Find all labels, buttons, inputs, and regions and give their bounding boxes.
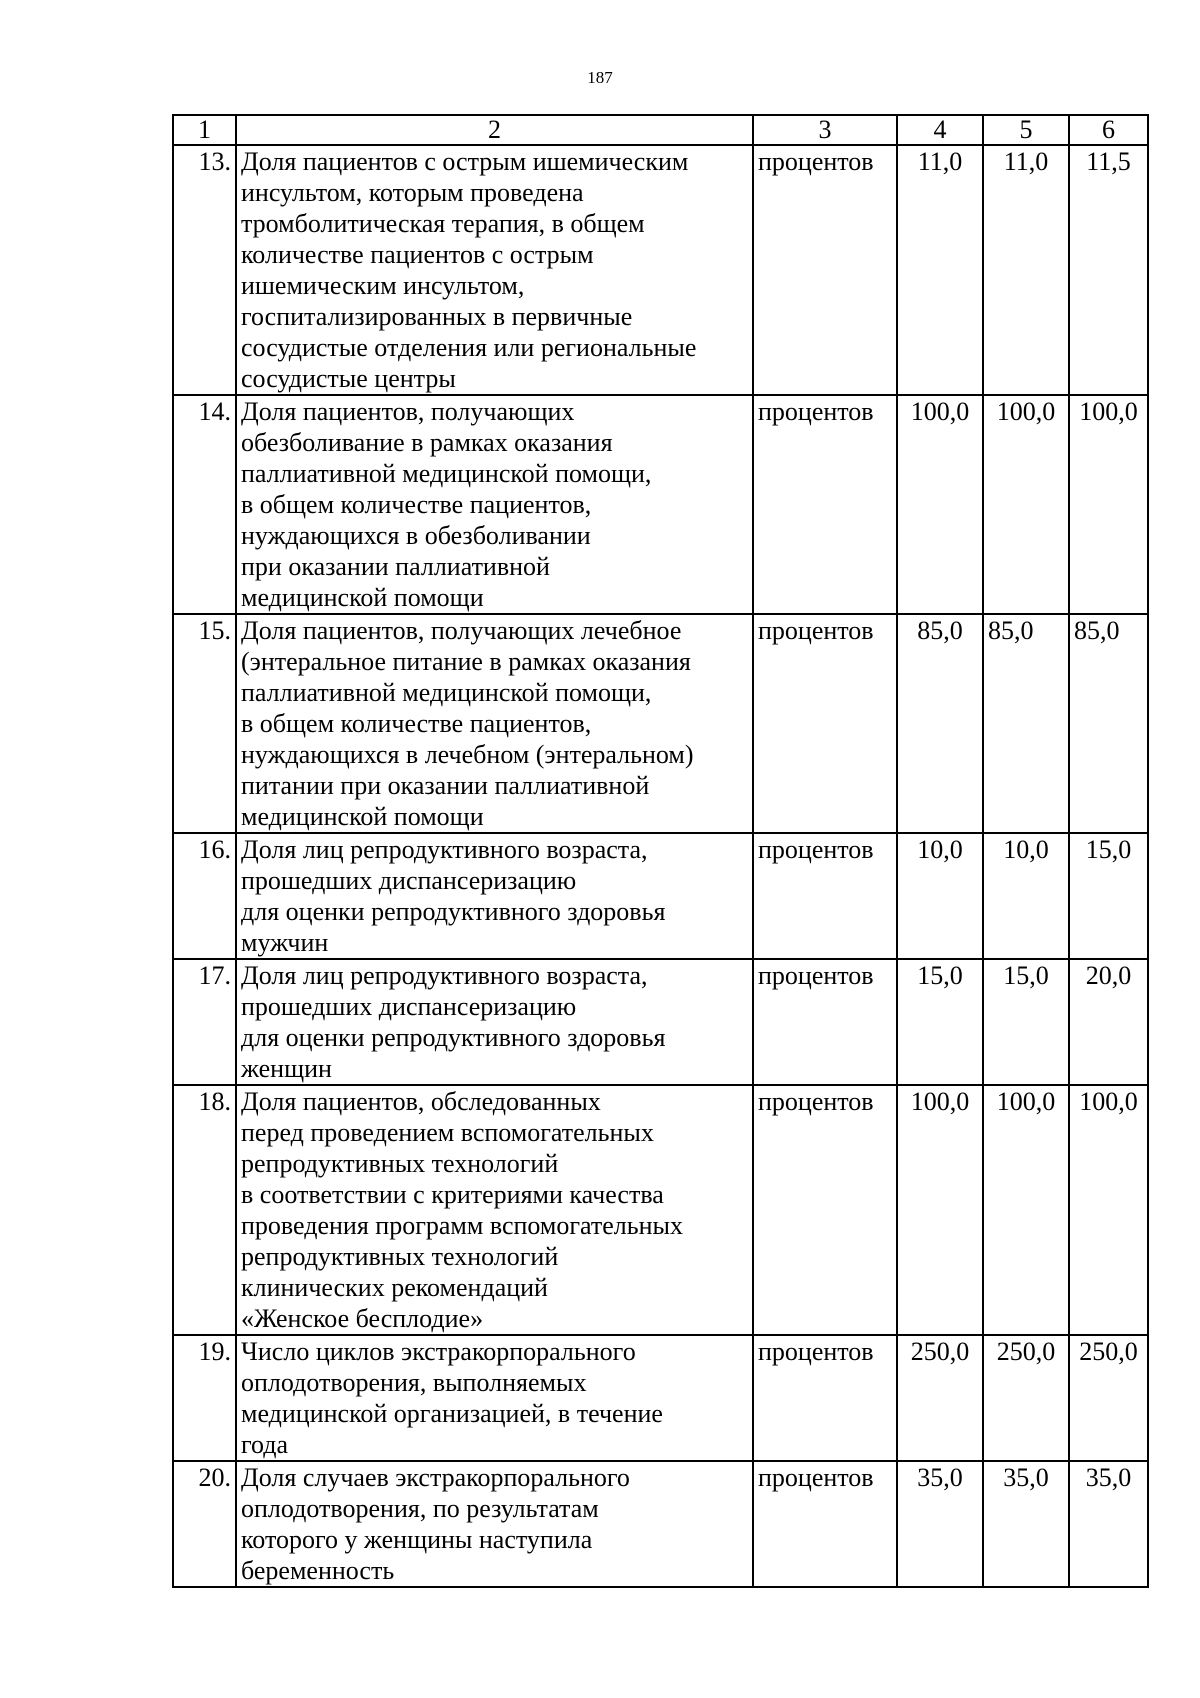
value-cell-4: 250,0 [897,1335,983,1461]
description-line: инсультом, которым проведена [241,178,584,207]
row-number: 17. [173,959,236,1085]
description-line: медицинской организацией, в течение [241,1399,663,1428]
description-line: женщин [241,1054,332,1083]
indicator-description [236,1085,753,1335]
description-line: Доля лиц репродуктивного возраста, [241,961,648,990]
description-line: «Женское бесплодие» [241,1304,484,1333]
indicator-description [236,145,753,395]
header-cell-6: 6 [1069,115,1148,145]
value-cell-4: 35,0 [897,1461,983,1587]
description-line: перед проведением вспомогательных [241,1118,654,1147]
value-cell-4: 100,0 [897,1085,983,1335]
indicator-description [236,614,753,833]
description-line: паллиативной медицинской помощи, [241,678,652,707]
description-line: паллиативной медицинской помощи, [241,459,652,488]
table-row [173,959,1148,1085]
value-cell-6: 15,0 [1069,833,1148,959]
value-cell-5: 11,0 [983,145,1069,395]
description-line: Доля пациентов, обследованных [241,1087,601,1116]
description-line: проведения программ вспомогательных [241,1211,683,1240]
header-cell-1: 1 [173,115,236,145]
value-cell-6: 20,0 [1069,959,1148,1085]
description-line: Доля пациентов, получающих лечебное [241,616,682,645]
value-cell-4: 15,0 [897,959,983,1085]
description-line: количестве пациентов с острым [241,240,594,269]
description-line: Доля лиц репродуктивного возраста, [241,835,648,864]
unit-cell: процентов [753,1335,897,1461]
indicator-description [236,959,753,1085]
description-line: которого у женщины наступила [241,1525,593,1554]
table-row [173,395,1148,614]
description-line: прошедших диспансеризацию [241,866,577,895]
page-number: 187 [587,68,613,87]
value-cell-6: 11,5 [1069,145,1148,395]
row-number: 14. [173,395,236,614]
indicator-description [236,1335,753,1461]
value-cell-5: 35,0 [983,1461,1069,1587]
description-line: Число циклов экстракорпорального [241,1337,636,1366]
description-line: сосудистые отделения или региональные [241,333,697,362]
description-line: обезболивание в рамках оказания [241,428,613,457]
table-row [173,1085,1148,1335]
indicator-description [236,833,753,959]
unit-cell: процентов [753,959,897,1085]
description-line: ишемическим инсультом, [241,271,525,300]
unit-cell: процентов [753,1461,897,1587]
indicator-description [236,395,753,614]
value-cell-5: 10,0 [983,833,1069,959]
value-cell-6: 100,0 [1069,395,1148,614]
value-cell-5: 250,0 [983,1335,1069,1461]
description-line: клинических рекомендаций [241,1273,548,1302]
row-number: 19. [173,1335,236,1461]
value-cell-5: 100,0 [983,395,1069,614]
description-line: в общем количестве пациентов, [241,490,592,519]
unit-cell: процентов [753,833,897,959]
description-line: репродуктивных технологий [241,1149,559,1178]
unit-cell: процентов [753,395,897,614]
description-line: мужчин [241,928,329,957]
description-line: в общем количестве пациентов, [241,709,592,738]
description-line: нуждающихся в обезболивании [241,521,591,550]
header-cell-5: 5 [983,115,1069,145]
description-line: года [241,1430,289,1459]
description-line: питании при оказании паллиативной [241,771,650,800]
unit-cell: процентов [753,1085,897,1335]
description-line: госпитализированных в первичные [241,302,633,331]
description-line: при оказании паллиативной [241,552,550,581]
table-row [173,1335,1148,1461]
row-number: 18. [173,1085,236,1335]
unit-cell: процентов [753,145,897,395]
unit-cell: процентов [753,614,897,833]
value-cell-6: 35,0 [1069,1461,1148,1587]
value-cell-6: 100,0 [1069,1085,1148,1335]
table-row [173,614,1148,833]
description-line: Доля случаев экстракорпорального [241,1463,630,1492]
description-line: (энтеральное питание в рамках оказания [241,647,691,676]
value-cell-4: 10,0 [897,833,983,959]
indicators-table [172,114,1149,1588]
value-cell-4: 11,0 [897,145,983,395]
description-line: для оценки репродуктивного здоровья [241,897,666,926]
row-number: 16. [173,833,236,959]
value-cell-4: 100,0 [897,395,983,614]
table-row [173,833,1148,959]
header-cell-2: 2 [236,115,753,145]
description-line: Доля пациентов, получающих [241,397,575,426]
description-line: для оценки репродуктивного здоровья [241,1023,666,1052]
description-line: беременность [241,1556,395,1585]
description-line: медицинской помощи [241,583,484,612]
description-line: репродуктивных технологий [241,1242,559,1271]
row-number: 13. [173,145,236,395]
indicator-description [236,1461,753,1587]
description-line: Доля пациентов с острым ишемическим [241,147,689,176]
header-cell-3: 3 [753,115,897,145]
value-cell-4: 85,0 [897,614,983,833]
description-line: сосудистые центры [241,364,456,393]
row-number: 20. [173,1461,236,1587]
table-header-row [173,115,1148,145]
description-line: прошедших диспансеризацию [241,992,577,1021]
description-line: нуждающихся в лечебном (энтеральном) [241,740,694,769]
row-number: 15. [173,614,236,833]
table-row [173,145,1148,395]
value-cell-5: 15,0 [983,959,1069,1085]
header-cell-4: 4 [897,115,983,145]
table-row [173,1461,1148,1587]
value-cell-6: 85,0 [1069,614,1148,833]
description-line: оплодотворения, по результатам [241,1494,599,1523]
value-cell-6: 250,0 [1069,1335,1148,1461]
description-line: тромболитическая терапия, в общем [241,209,645,238]
value-cell-5: 100,0 [983,1085,1069,1335]
description-line: медицинской помощи [241,802,484,831]
description-line: оплодотворения, выполняемых [241,1368,587,1397]
value-cell-5: 85,0 [983,614,1069,833]
description-line: в соответствии с критериями качества [241,1180,664,1209]
